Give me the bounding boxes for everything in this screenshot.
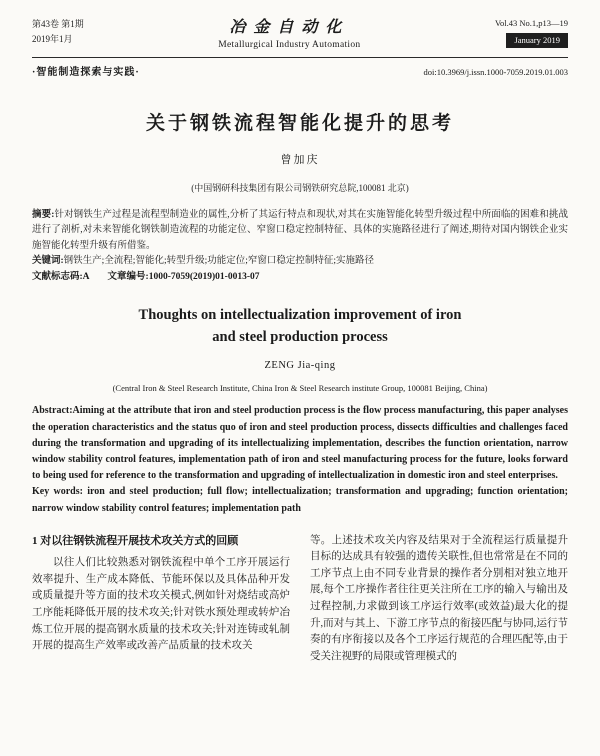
abstract-text-en: Aiming at the attribute that iron and steel production process is the flow process manufacturing, this paper analyses the operation characteristics and the status quo of iron and steel production process, dissects difficulties and challenges faced during the transformation and upgrading of its intellectualizing implementation, describes the function orientation, narrow window stability control features, implementation path of iron and steel manufacturing process for the future, looks forward to being used for reference to the transformation and upgrading of intellectualization in domestic iron and steel enterprises. [32, 405, 568, 482]
keywords-label-cn: 关键词: [32, 256, 64, 267]
article-title-en-line2: and steel production process [212, 328, 388, 345]
body-right-column [310, 533, 568, 666]
keywords-cn [32, 254, 568, 269]
doi-text: doi:10.3969/j.issn.1000-7059.2019.01.003 [423, 67, 568, 77]
column-section-label: ·智能制造探索与实践· [32, 67, 140, 78]
meta-row [32, 63, 568, 78]
author-cn: 曾加庆 [280, 154, 320, 166]
section-1-heading: 1 对以往钢铁流程开展技术攻关方式的回顾 [32, 534, 239, 547]
affiliation-cn: (中国钢研科技集团有限公司钢铁研究总院,100081 北京) [191, 183, 409, 193]
journal-header [32, 14, 568, 50]
article-title-en [32, 305, 568, 349]
body-left-column [32, 533, 290, 666]
keywords-en [32, 484, 568, 516]
keywords-text-en: iron and steel production; full flow; intellectualization; transformation and upgrading; function orientation; narrow window stability control features; implementation path [32, 486, 568, 514]
keywords-label-en: Key words: [32, 486, 83, 498]
article-title-cn: 关于钢铁流程智能化提升的思考 [145, 113, 454, 134]
journal-title-cn: 冶金自动化 [229, 19, 350, 36]
journal-title-block [218, 14, 360, 50]
volume-issue-block [32, 14, 84, 48]
volume-info-block [495, 14, 568, 48]
abstract-block-en [32, 403, 568, 516]
abstract-cn [32, 208, 568, 254]
issue-date-badge: January 2019 [506, 33, 568, 49]
article-id: 文章编号:1000-7059(2019)01-0013-07 [107, 271, 260, 282]
header-divider [32, 57, 568, 58]
date-cn: 2019年1月 [32, 34, 73, 45]
affiliation-en: (Central Iron & Steel Research Institute, China Iron & Steel Research institute Group, 100081 Beijing, China) [112, 383, 488, 394]
abstract-en [32, 403, 568, 484]
abstract-label-en: Abstract: [32, 405, 73, 417]
doc-code: 文献标志码:A [32, 271, 90, 282]
abstract-label-cn: 摘要: [32, 210, 55, 220]
codes-line [32, 270, 568, 285]
author-en: ZENG Jia-qing [264, 360, 336, 372]
body-two-columns [32, 533, 568, 666]
section-1-right-paragraph: 等。上述技术攻关内容及结果对于全流程运行质量提升目标的达成具有较强的遗传关联性,但也常常是在不同的工序节点上由不同专业背景的操作者分别相对独立地开展,每个工序操作者往往更关注所在工序的输入与输出及过程控制,力求做到该工序运行效率(或效益)最大化的提升,而对与其上、下游工序节点的衔接匹配与协同,运行节奏的有序衔接以及各个工序运行规范的合理匹配等,由于受关注视野的局限或管理模式的 [310, 534, 568, 662]
journal-title-en: Metallurgical Industry Automation [218, 40, 361, 50]
abstract-text-cn: 针对钢铁生产过程是流程型制造业的属性,分析了其运行特点和现状,对其在实施智能化转型升级过程中所面临的困难和挑战进行了剖析,对未来智能化钢铁制造流程的功能定位、窄窗口稳定控制特征、具体的实施路径进行了阐述,期待对国内钢铁企业实施智能化转型升级有所借鉴。 [32, 210, 568, 251]
abstract-block-cn [32, 208, 568, 285]
volume-info-en: Vol.43 No.1,p13—19 [494, 18, 568, 28]
keywords-text-cn: 钢铁生产;全流程;智能化;转型升级;功能定位;窄窗口稳定控制特征;实施路径 [63, 256, 375, 267]
section-1-left-paragraph: 以往人们比较熟悉对钢铁流程中单个工序开展运行效率提升、生产成本降低、节能环保以及具体品种开发或质量提升等方面的技术攻关模式,例如针对烧结或高炉工序能耗降低开展的技术攻关;针对铁水预处理或转炉冶炼工位开展的提高钢水质量的技术攻关;针对连铸或轧制开展的提高生产效率或改善产品质量的技术攻关 [32, 557, 290, 652]
article-title-en-line1: Thoughts on intellectualization improvement of iron [138, 306, 462, 323]
volume-issue-cn: 第43卷 第1期 [32, 19, 84, 29]
